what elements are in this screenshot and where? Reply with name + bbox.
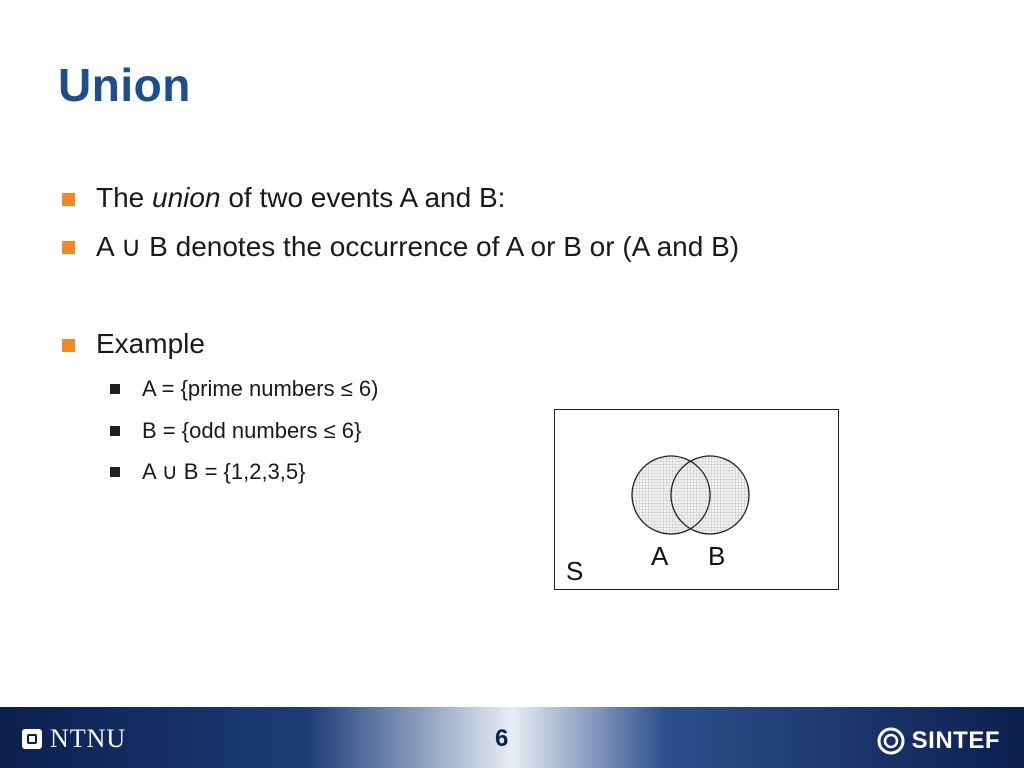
bullet-text-prefix: The [96,182,153,213]
venn-diagram [554,409,839,590]
venn-label-a: A [651,541,669,571]
ntnu-emblem-icon [22,729,42,749]
footer-bar [0,707,1024,768]
sub-bullet-text: A ∪ B = {1,2,3,5} [142,459,306,484]
bullet-text: A ∪ B denotes the occurrence of A or B or (A and B) [96,231,740,262]
bullet-text-emphasis: union [152,182,221,213]
black-square-bullet-icon [110,384,120,394]
venn-label-b: B [708,541,726,571]
sintef-emblem-icon [876,726,906,756]
sub-bullet-text: A = {prime numbers ≤ 6) [142,376,379,401]
sub-bullet-text: B = {odd numbers ≤ 6} [142,418,362,443]
sintef-logo-text: SINTEF [911,727,1000,754]
black-square-bullet-icon [110,426,120,436]
sintef-logo [876,726,1000,756]
ntnu-logo-text: NTNU [50,724,127,753]
venn-diagram-drawing [555,410,840,591]
bullet-text-suffix: of two events A and B: [220,182,506,213]
bullet-text: Example [96,328,205,359]
black-square-bullet-icon [110,467,120,477]
orange-square-bullet-icon [62,193,75,206]
orange-square-bullet-icon [62,241,75,254]
page-title: Union [58,59,191,111]
ntnu-logo [22,724,127,753]
orange-square-bullet-icon [62,339,75,352]
page-number: 6 [495,725,509,752]
venn-label-s: S [566,556,584,586]
